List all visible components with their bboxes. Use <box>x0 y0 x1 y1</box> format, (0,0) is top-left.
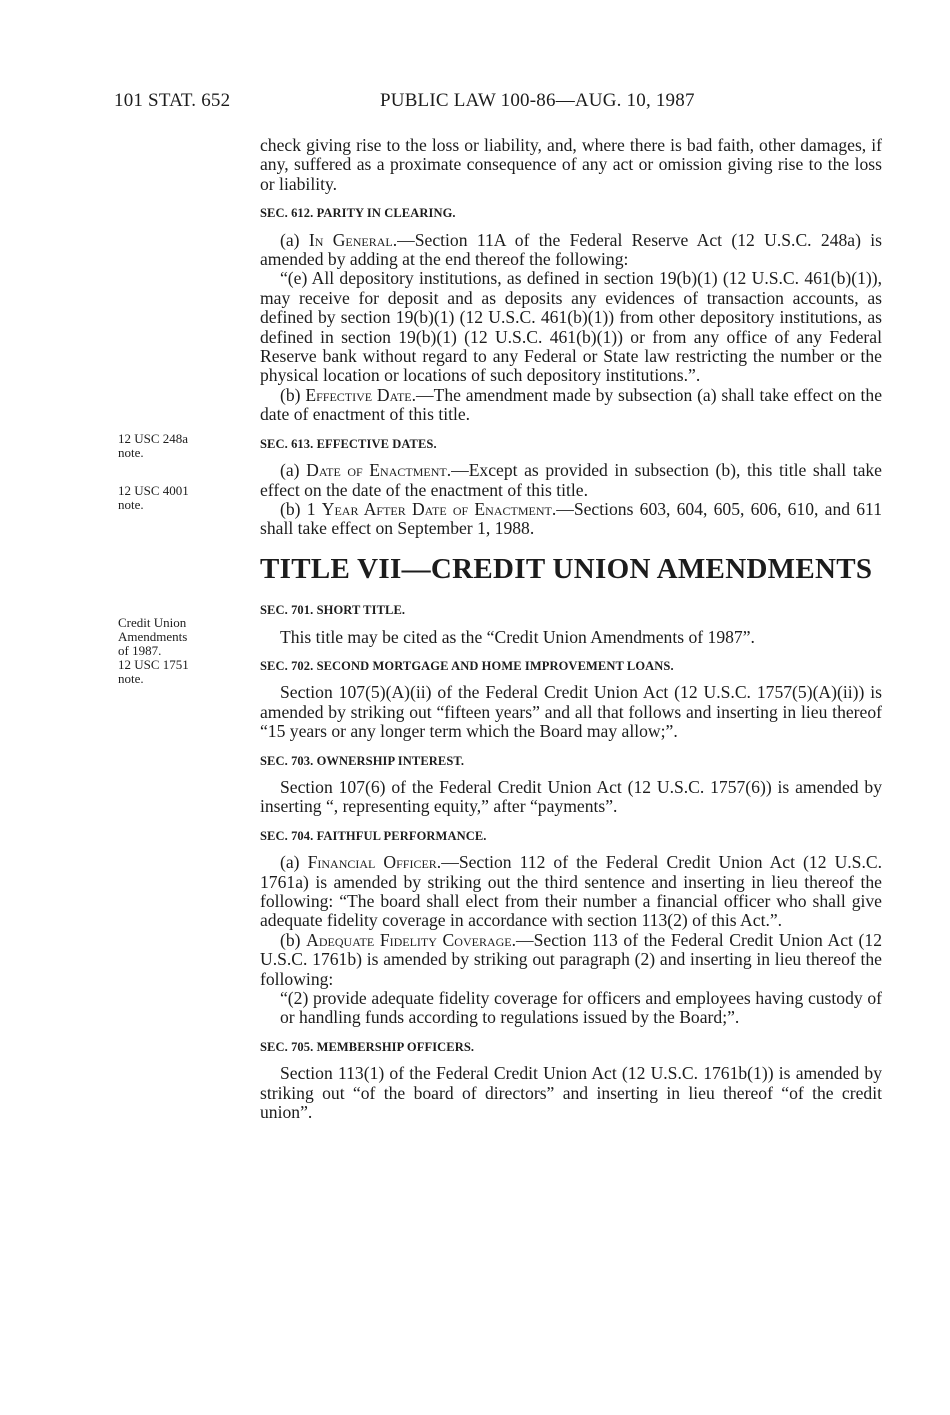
margin-note-line: 12 USC 248a <box>118 431 189 446</box>
subsection-text: —Section 112 of the Federal Credit Union Act (12 U.S.C. 1761a) is amended by striking out the third sentence and inserting in lieu thereof the following: “The board shall elect from their number a financial officer who shall give adequate fidelity coverage in accordance with section 113(2) of this Act.”. <box>260 852 882 931</box>
subsection-text: —Sections 603, 604, 605, 606, 610, and 611 shall take effect on September 1, 1988. <box>260 498 882 539</box>
intro-paragraph: check giving rise to the loss or liability, and, where there is bad faith, other damages, if any, suffered as a proximate consequence of any act or omission giving rise to the loss or liability. <box>260 135 882 194</box>
margin-note-line: 12 USC 1751 <box>118 657 189 672</box>
sec612-quoted-text: “(e) All depository institutions, as defined in section 19(b)(1) (12 U.S.C. 461(b)(1)), may receive for deposit and as deposits any evidences of transaction accounts, as defined by section 19(b)(1) (12 U.S.C. 461(b)(1)) from other depository institutions, as defined in section 19(b)(1) (12 U.S.C. 461(b)(1)) or from any office of any Federal Reserve bank without regard to any Federal or State law restricting the number or the physical location or locations of such depository institutions.”. <box>260 268 882 386</box>
margin-note <box>118 616 248 686</box>
subsection-label: (b) <box>280 929 301 950</box>
margin-note-line: 12 USC 4001 <box>118 483 189 498</box>
section-heading-704: SEC. 704. FAITHFUL PERFORMANCE. <box>260 828 487 843</box>
section-heading-613: SEC. 613. EFFECTIVE DATES. <box>260 436 437 451</box>
page-citation: 101 STAT. 652 <box>114 90 231 111</box>
section-heading-705: SEC. 705. MEMBERSHIP OFFICERS. <box>260 1039 475 1054</box>
margin-note <box>118 484 248 512</box>
running-header: PUBLIC LAW 100-86—AUG. 10, 1987 <box>380 90 695 111</box>
subsection-label: (b) 1 <box>280 498 316 519</box>
subsection-text: —Except as provided in subsection (b), this title shall take effect on the date of the enactment of this title. <box>260 460 882 500</box>
subsection-caption: Adequate Fidelity Coverage. <box>306 929 517 950</box>
subsection-label: (a) <box>280 460 300 481</box>
section-heading-612: SEC. 612. PARITY IN CLEARING. <box>260 206 456 221</box>
sec613-subsection-a <box>260 461 882 500</box>
subsection-caption: In General. <box>308 229 398 250</box>
sec612-subsection-b <box>260 386 882 425</box>
margin-note-line: of 1987. <box>118 643 162 658</box>
sec705-text: Section 113(1) of the Federal Credit Union Act (12 U.S.C. 1761b(1)) is amended by striking out “of the board of directors” and inserting in lieu thereof “of the credit union”. <box>260 1063 882 1123</box>
subsection-text: —Section 11A of the Federal Reserve Act (12 U.S.C. 248a) is amended by adding at the end thereof the following: <box>260 229 883 270</box>
title-heading: TITLE VII—CREDIT UNION AMENDMENTS <box>260 552 873 585</box>
section-heading-703: SEC. 703. OWNERSHIP INTEREST. <box>260 753 465 768</box>
section-heading-702: SEC. 702. SECOND MORTGAGE AND HOME IMPROVEMENT LOANS. <box>260 658 674 673</box>
margin-note <box>118 432 248 460</box>
margin-note-line: Credit Union <box>118 615 187 630</box>
sec704-quoted-text: “(2) provide adequate fidelity coverage for officers and employees having custody of or handling funds according to regulations issued by the Board;”. <box>280 988 882 1028</box>
sec703-text: Section 107(6) of the Federal Credit Union Act (12 U.S.C. 1757(6)) is amended by inserting “, representing equity,” after “payments”. <box>260 776 882 817</box>
section-heading-701: SEC. 701. SHORT TITLE. <box>260 603 406 618</box>
subsection-text: —The amendment made by subsection (a) shall take effect on the date of enactment of this title. <box>260 384 883 425</box>
subsection-caption: Date of Enactment. <box>306 460 452 481</box>
margin-note-line: note. <box>118 497 144 512</box>
sec704-subsection-b <box>260 931 882 989</box>
margin-note-line: note. <box>118 445 144 460</box>
sec702-text: Section 107(5)(A)(ii) of the Federal Credit Union Act (12 U.S.C. 1757(5)(A)(ii)) is amended by striking out “fifteen years” and all that follows and inserting in lieu thereof “15 years or any longer term which the Board may allow;”. <box>260 682 882 742</box>
subsection-caption: Financial Officer. <box>307 852 442 873</box>
subsection-label: (b) <box>280 384 301 405</box>
subsection-text: —Section 113 of the Federal Credit Union Act (12 U.S.C. 1761b) is amended by striking out paragraph (2) and inserting in lieu thereof the following: <box>260 929 882 989</box>
subsection-caption: Year After Date of Enactment. <box>321 498 557 519</box>
margin-note-line: note. <box>118 671 144 686</box>
sec704-subsection-a <box>260 853 882 931</box>
subsection-caption: Effective Date. <box>305 384 417 405</box>
subsection-label: (a) <box>280 229 300 250</box>
sec701-text: This title may be cited as the “Credit Union Amendments of 1987”. <box>280 626 755 647</box>
margin-note-line: Amendments <box>118 629 188 644</box>
subsection-label: (a) <box>280 852 300 873</box>
sec613-subsection-b <box>260 500 882 539</box>
main-text <box>260 136 882 1122</box>
sec612-subsection-a <box>260 231 882 270</box>
